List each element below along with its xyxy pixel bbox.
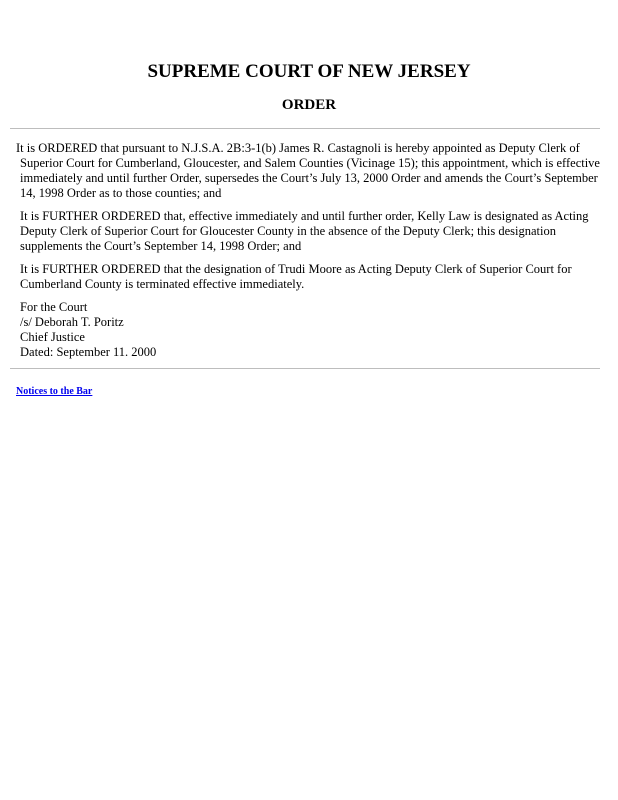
signature-for-the-court: For the Court xyxy=(20,300,88,314)
notices-to-the-bar-link[interactable]: Notices to the Bar xyxy=(16,386,93,397)
order-paragraph-3: It is FURTHER ORDERED that the designation of Trudi Moore as Acting Deputy Clerk of Superior Court for Cumberland County is terminated effective immediately. xyxy=(20,262,572,291)
signature-title: Chief Justice xyxy=(20,330,85,344)
top-divider xyxy=(10,128,600,129)
order-paragraph-2: It is FURTHER ORDERED that, effective immediately and until further order, Kelly Law is designated as Acting Deputy Clerk of Superior Court for Gloucester County in the absence of the Deputy Clerk; this designation supplements the Court’s September 14, 1998 Order; and xyxy=(20,209,589,253)
bottom-divider xyxy=(10,368,600,369)
page-subtitle: ORDER xyxy=(281,97,337,113)
signature-block xyxy=(20,300,156,360)
signature-name: /s/ Deborah T. Poritz xyxy=(20,315,124,329)
order-paragraph-1: It is ORDERED that pursuant to N.J.S.A. 2B:3-1(b) James R. Castagnoli is hereby appointed as Deputy Clerk of Superior Court for Cumberland, Gloucester, and Salem Counties (Vicinage 15); this appointment, which is effective immediately and until further Order, supersedes the Court’s July 13, 2000 Order and amends the Court’s September 14, 1998 Order as to those counties; and xyxy=(16,141,600,200)
page-title: SUPREME COURT OF NEW JERSEY xyxy=(147,61,471,82)
signature-date: Dated: September 11. 2000 xyxy=(20,345,157,359)
